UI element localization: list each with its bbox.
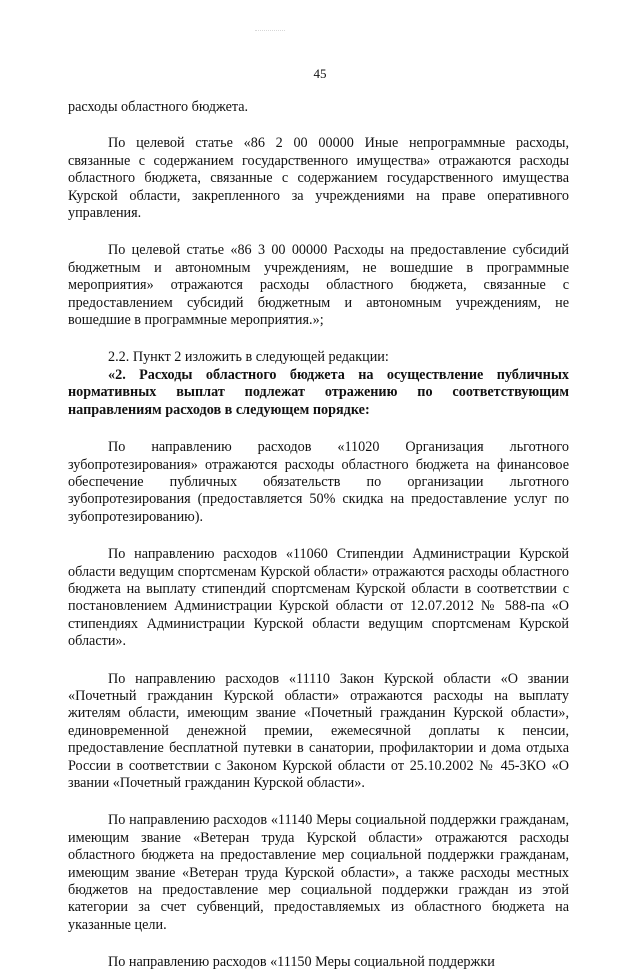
paragraph-11060: По направлению расходов «11060 Стипендии Администрации Курской области ведущим спортсменам Курской области» отражаются расходы областного бюджета на выплату стипендий спортсменам Курской области в соответствии с постановлением Администрации Курской области от 12.07.2012 № 588-па «О стипендиях Администрации Курской области ведущим спортсменам Курской области». [68, 546, 569, 650]
scan-marks [255, 30, 285, 33]
paragraph-11020: По направлению расходов «11020 Организация льготного зубопротезирования» отражаются расходы областного бюджета на финансовое обеспечение публичных обязательств по организации льготного зубопротезирования (предоставляется 50% скидка на предоставление услуг по зубопротезированию). [68, 439, 569, 525]
paragraph-11110: По направлению расходов «11110 Закон Курской области «О звании «Почетный гражданин Курской области» отражаются расходы на выплату жителям области, имеющим звание «Почетный гражданин Курской области», единовременной денежной премии, ежемесячной доплаты к пенсии, предоставление бесплатной путевки в санатории, профилактории и дома отдыха России в соответствии с Законом Курской области от 25.10.2002 № 45-ЗКО «О звании «Почетный гражданин Курской области». [68, 670, 569, 791]
paragraph-article-86-3: По целевой статье «86 3 00 00000 Расходы на предоставление субсидий бюджетным и автономным учреждениям, не вошедшие в программные мероприятия» отражаются расходы областного бюджета, связанные с предоставлением субсидий бюджетным и автономным учреждениям, не вошедшие в программные мероприятия.»; [68, 242, 569, 329]
paragraph-11150: По направлению расходов «11150 Меры социальной поддержки [108, 954, 495, 971]
paragraph-bold-heading: «2. Расходы областного бюджета на осуществление публичных нормативных выплат подлежат отражению по соответствующим направлениям расходов в следующем порядке: [68, 366, 569, 418]
paragraph-continuation: расходы областного бюджета. [68, 99, 249, 115]
document-body [68, 99, 569, 972]
paragraph-11140: По направлению расходов «11140 Меры социальной поддержки гражданам, имеющим звание «Ветеран труда Курской области» отражаются расходы областного бюджета на предоставление мер социальной поддержки гражданам, имеющим звание «Ветеран труда Курской области», а также расходы местных бюджетов на предоставление мер социальной поддержки граждан из этой категории за счет субвенций, предоставляемых из областного бюджета на указанные цели. [68, 812, 569, 933]
paragraph-section-2-2: 2.2. Пункт 2 изложить в следующей редакции: [108, 349, 389, 366]
page-number: 45 [313, 66, 327, 81]
paragraph-article-86-2: По целевой статье «86 2 00 00000 Иные непрограммные расходы, связанные с содержанием государственного имущества» отражаются расходы областного бюджета, связанные с содержанием государственного имущества Курской области, закрепленного за учреждениями на праве оперативного управления. [68, 135, 569, 222]
